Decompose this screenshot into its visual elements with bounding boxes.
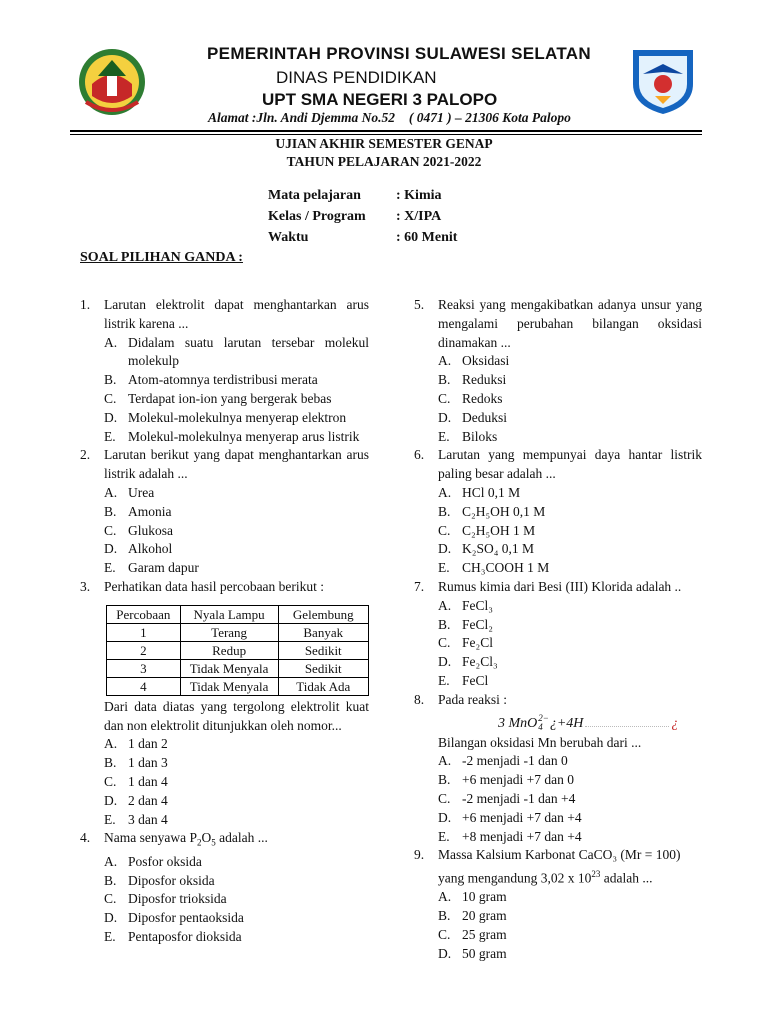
table-row <box>107 659 369 677</box>
q7-option-c[interactable]: C. Fe₂Cl <box>438 635 493 651</box>
table-cell: 1 <box>107 623 181 641</box>
info-subject: Mata pelajaran : Kimia <box>268 188 442 203</box>
question-3: 3. Perhatikan data hasil percobaan berikut : <box>80 578 325 594</box>
q4-option-b[interactable]: B. Diposfor oksida <box>104 872 215 888</box>
exam-year: TAHUN PELAJARAN 2021-2022 <box>286 154 482 169</box>
q3-option-b[interactable]: B. 1 dan 3 <box>104 755 168 771</box>
q8-option-c[interactable]: C. -2 menjadi -1 dan +4 <box>438 790 576 806</box>
q8-option-d[interactable]: D. +6 menjadi +7 dan +4 <box>438 809 582 825</box>
question-4: 4. Nama senyawa $P_2O_5$ adalah ... <box>80 830 268 849</box>
q2-option-e[interactable]: E. Garam dapur <box>104 560 199 576</box>
q1-option-b[interactable]: B. Atom-atomnya terdistribusi merata <box>104 372 318 388</box>
q8-option-e[interactable]: E. +8 menjadi +7 dan +4 <box>438 828 582 844</box>
q4-option-e[interactable]: E. Pentaposfor dioksida <box>104 929 242 944</box>
q9-option-d[interactable]: D. 50 gram <box>438 945 507 961</box>
equation-faded-text <box>585 720 669 727</box>
info-class: Kelas / Program : X/IPA <box>268 209 442 224</box>
header-government: PEMERINTAH PROVINSI SULAWESI SELATAN <box>207 44 591 63</box>
q6-option-e[interactable]: E. CH₃COOH 1 M <box>438 560 550 576</box>
table-cell: 3 <box>107 659 181 677</box>
q2-option-a[interactable]: A. Urea <box>104 484 155 500</box>
q3-option-e[interactable]: E. 3 dan 4 <box>104 811 168 827</box>
header-school: UPT SMA NEGERI 3 PALOPO <box>262 90 498 109</box>
q3-option-a[interactable]: A. 1 dan 2 <box>104 736 168 752</box>
q4-option-c[interactable]: C. Diposfor trioksida <box>104 891 227 907</box>
header-address: Alamat :Jln. Andi Djemma No.52  ( 0471 ) – 21306 Kota Palopo <box>208 110 571 125</box>
table-cell: Tidak Ada <box>278 677 369 695</box>
table-row <box>107 677 369 695</box>
question-8: 8. Pada reaksi : <box>414 691 507 707</box>
q2-option-b[interactable]: B. Amonia <box>104 503 172 519</box>
header-divider <box>70 130 702 135</box>
question-2: 2. Larutan berikut yang dapat menghantarkan arus listrik adalah ... <box>80 447 369 482</box>
right-column <box>414 296 702 964</box>
q9-option-a[interactable]: A. 10 gram <box>438 889 507 905</box>
q7-option-e[interactable]: E. FeCl <box>438 672 489 688</box>
experiment-table <box>106 605 369 696</box>
q1-option-a[interactable]: A. Didalam suatu larutan tersebar molekul molekulp <box>104 334 369 369</box>
table-cell: Tidak Menyala <box>180 677 278 695</box>
q9-option-b[interactable]: B. 20 gram <box>438 908 507 924</box>
table-cell: Redup <box>180 641 278 659</box>
question-6: 6. Larutan yang mempunyai daya hantar listrik paling besar adalah ... <box>414 447 702 482</box>
q3-option-d[interactable]: D. 2 dan 4 <box>104 792 168 808</box>
table-cell: Sedikit <box>278 641 369 659</box>
q5-option-b[interactable]: B. Reduksi <box>438 372 507 388</box>
table-header: Percobaan <box>107 605 181 623</box>
table-cell: 2 <box>107 641 181 659</box>
header-department: DINAS PENDIDIKAN <box>276 68 437 87</box>
q7-option-a[interactable]: A. FeCl₃ <box>438 597 493 613</box>
q6-option-c[interactable]: C. C₂H₅OH 1 M <box>438 522 536 538</box>
table-cell: Banyak <box>278 623 369 641</box>
q5-option-a[interactable]: A. Oksidasi <box>438 353 510 369</box>
q1-option-d[interactable]: D. Molekul-molekulnya menyerap elektron <box>104 409 347 425</box>
q5-option-e[interactable]: E. Biloks <box>438 428 498 444</box>
q2-option-c[interactable]: C. Glukosa <box>104 522 173 538</box>
exam-title: UJIAN AKHIR SEMESTER GENAP <box>275 136 493 151</box>
question-9: 9. Massa Kalsium Karbonat CaCO₃ (Mr = 100) yang mengandung 3,02 x $10^{23}$ adalah ... <box>414 847 681 886</box>
q8-followup: Bilangan oksidasi Mn berubah dari ... <box>438 734 642 750</box>
left-column <box>80 296 369 947</box>
q4-option-a[interactable]: A. Posfor oksida <box>104 853 202 869</box>
q3-option-c[interactable]: C. 1 dan 4 <box>104 773 168 789</box>
table-cell: Tidak Menyala <box>180 659 278 677</box>
reaction-equation: 3 MnO 2− 4 ¿+4H ¿ <box>498 713 679 733</box>
table-header: Gelembung <box>278 605 369 623</box>
table-cell: 4 <box>107 677 181 695</box>
table-row <box>107 623 369 641</box>
table-cell: Terang <box>180 623 278 641</box>
q8-option-a[interactable]: A. -2 menjadi -1 dan 0 <box>438 753 568 769</box>
q1-option-e[interactable]: E. Molekul-molekulnya menyerap arus listrik <box>104 428 360 444</box>
q9-option-c[interactable]: C. 25 gram <box>438 927 507 942</box>
question-5: 5. Reaksi yang mengakibatkan adanya unsur yang mengalami perubahan bilangan oksidasi dinamakan ... <box>414 297 702 350</box>
q6-option-a[interactable]: A. HCl 0,1 M <box>438 484 521 500</box>
table-header-row <box>107 605 369 623</box>
question-1: 1. Larutan elektrolit dapat menghantarkan arus listrik karena ... <box>80 297 369 331</box>
q4-option-d[interactable]: D. Diposfor pentaoksida <box>104 910 244 926</box>
q6-option-b[interactable]: B. C₂H₅OH 0,1 M <box>438 503 546 519</box>
q7-option-d[interactable]: D. Fe₂Cl₃ <box>438 654 498 670</box>
q5-option-c[interactable]: C. Redoks <box>438 390 503 406</box>
table-header: Nyala Lampu <box>180 605 278 623</box>
q7-option-b[interactable]: B. FeCl₂ <box>438 616 493 632</box>
q5-option-d[interactable]: D. Deduksi <box>438 409 507 425</box>
table-cell: Sedikit <box>278 659 369 677</box>
section-heading: SOAL PILIHAN GANDA : <box>80 250 243 265</box>
q8-option-b[interactable]: B. +6 menjadi +7 dan 0 <box>438 772 574 788</box>
q6-option-d[interactable]: D. K₂SO₄ 0,1 M <box>438 541 535 557</box>
q3-followup: Dari data diatas yang tergolong elektrolit kuat dan non elektrolit ditunjukkan oleh nomor... <box>104 698 369 733</box>
question-7: 7. Rumus kimia dari Besi (III) Klorida adalah .. <box>414 578 682 594</box>
q2-option-d[interactable]: D. Alkohol <box>104 541 173 557</box>
info-time: Waktu : 60 Menit <box>268 230 458 245</box>
q1-option-c[interactable]: C. Terdapat ion-ion yang bergerak bebas <box>104 390 332 406</box>
table-row <box>107 641 369 659</box>
